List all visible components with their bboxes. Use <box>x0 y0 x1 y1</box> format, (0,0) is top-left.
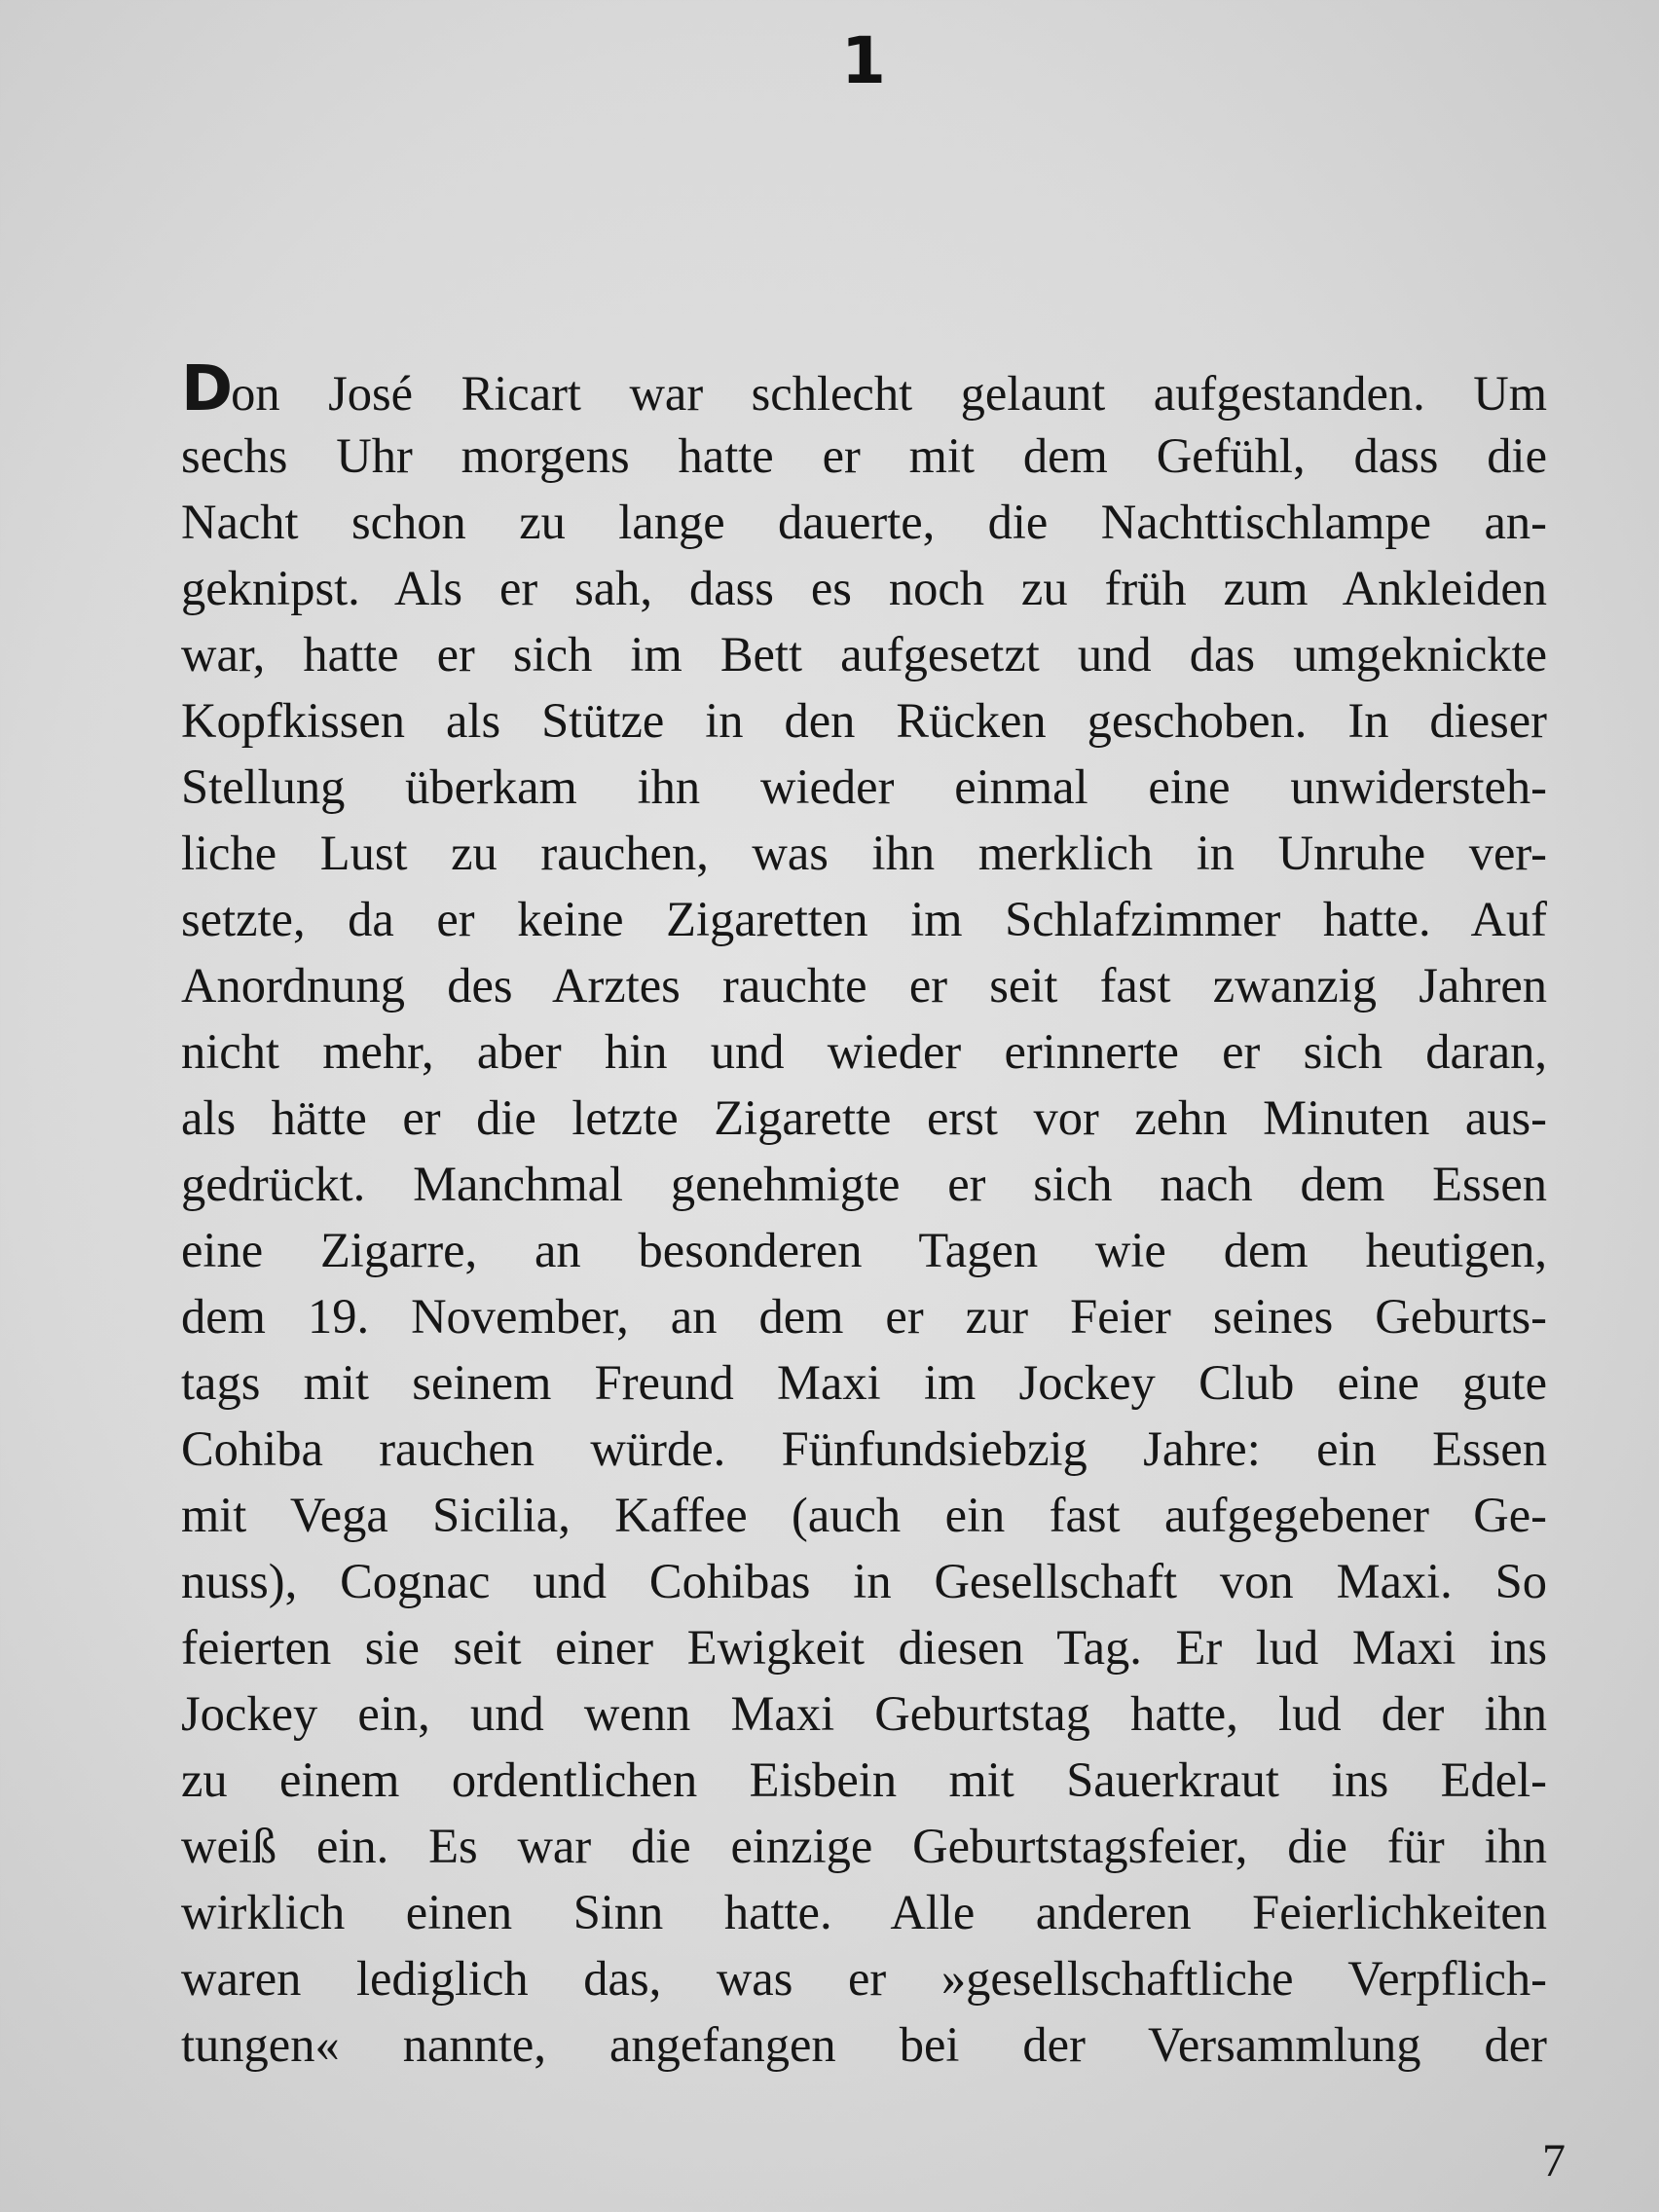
text-line: Anordnung des Arztes rauchte er seit fast zwanzig Jahren <box>181 958 1547 1013</box>
text-line: on José Ricart war schlecht gelaunt aufgestanden. Um <box>231 366 1547 421</box>
text-line: sechs Uhr morgens hatte er mit dem Gefühl, dass die <box>181 428 1547 483</box>
drop-cap: D <box>181 353 232 425</box>
text-line: tags mit seinem Freund Maxi im Jockey Club eine gute <box>181 1355 1547 1410</box>
text-line: mit Vega Sicilia, Kaffee (auch ein fast aufgegebener Ge- <box>181 1488 1547 1542</box>
text-line: eine Zigarre, an besonderen Tagen wie dem heutigen, <box>181 1223 1547 1277</box>
text-line: weiß ein. Es war die einzige Geburtstagsfeier, die für ihn <box>181 1819 1547 1873</box>
text-line: Jockey ein, und wenn Maxi Geburtstag hatte, lud der ihn <box>181 1686 1547 1741</box>
text-line: waren lediglich das, was er »gesellschaftliche Verpflich- <box>181 1951 1547 2006</box>
page-number: 7 <box>1542 2135 1566 2187</box>
text-line-first <box>181 353 1547 425</box>
text-line: nicht mehr, aber hin und wieder erinnerte er sich daran, <box>181 1024 1547 1079</box>
text-line: als hätte er die letzte Zigarette erst vor zehn Minuten aus- <box>181 1090 1547 1145</box>
text-line: tungen« nannte, angefangen bei der Versammlung der <box>181 2017 1547 2072</box>
body-paragraph <box>181 353 1547 2078</box>
text-line: Cohiba rauchen würde. Fünfundsiebzig Jahre: ein Essen <box>181 1421 1547 1476</box>
text-line: Stellung überkam ihn wieder einmal eine unwidersteh- <box>181 759 1547 814</box>
text-line: Nacht schon zu lange dauerte, die Nachttischlampe an- <box>181 495 1547 549</box>
text-line: dem 19. November, an dem er zur Feier seines Geburts- <box>181 1289 1547 1344</box>
text-line: gedrückt. Manchmal genehmigte er sich nach dem Essen <box>181 1157 1547 1211</box>
text-line: war, hatte er sich im Bett aufgesetzt und das umgeknickte <box>181 627 1547 682</box>
text-line: wirklich einen Sinn hatte. Alle anderen Feierlichkeiten <box>181 1885 1547 1939</box>
text-line: nuss), Cognac und Cohibas in Gesellschaft von Maxi. So <box>181 1554 1547 1608</box>
text-line: Kopfkissen als Stütze in den Rücken geschoben. In dieser <box>181 693 1547 748</box>
text-line: liche Lust zu rauchen, was ihn merklich in Unruhe ver- <box>181 826 1547 880</box>
chapter-number: 1 <box>841 23 886 98</box>
text-line: zu einem ordentlichen Eisbein mit Sauerkraut ins Edel- <box>181 1752 1547 1807</box>
text-line: geknipst. Als er sah, dass es noch zu früh zum Ankleiden <box>181 561 1547 615</box>
text-line: setzte, da er keine Zigaretten im Schlafzimmer hatte. Auf <box>181 892 1547 946</box>
text-line: feierten sie seit einer Ewigkeit diesen Tag. Er lud Maxi ins <box>181 1620 1547 1675</box>
